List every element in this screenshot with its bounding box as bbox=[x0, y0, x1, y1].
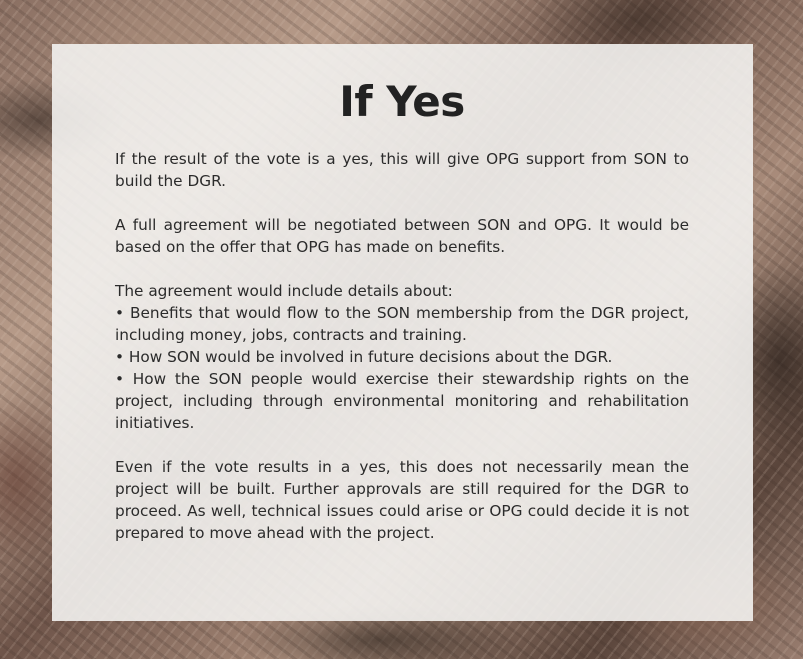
page-title: If Yes bbox=[339, 77, 465, 126]
paragraph-vote-result: If the result of the vote is a yes, this will give OPG support from SON to build the DGR. bbox=[115, 150, 689, 190]
bullet-benefits: • Benefits that would flow to the SON membership from the DGR project, including money, jobs, contracts and training. bbox=[115, 304, 689, 344]
paragraph-further-approvals: Even if the vote results in a yes, this does not necessarily mean the project will be built. Further approvals are still required for the DGR to proceed. As well, technical issues could arise or OPG could decide it is not prepared to move ahead with the project. bbox=[115, 458, 689, 542]
paragraph-agreement: A full agreement will be negotiated between SON and OPG. It would be based on the offer that OPG has made on benefits. bbox=[115, 216, 689, 256]
bullet-future-decisions: • How SON would be involved in future decisions about the DGR. bbox=[115, 348, 613, 366]
agreement-details bbox=[115, 280, 689, 434]
bullet-stewardship: • How the SON people would exercise their stewardship rights on the project, including through environmental monitoring and rehabilitation initiatives. bbox=[115, 370, 689, 432]
content-panel bbox=[52, 44, 753, 621]
agreement-details-intro: The agreement would include details about: bbox=[115, 282, 453, 300]
